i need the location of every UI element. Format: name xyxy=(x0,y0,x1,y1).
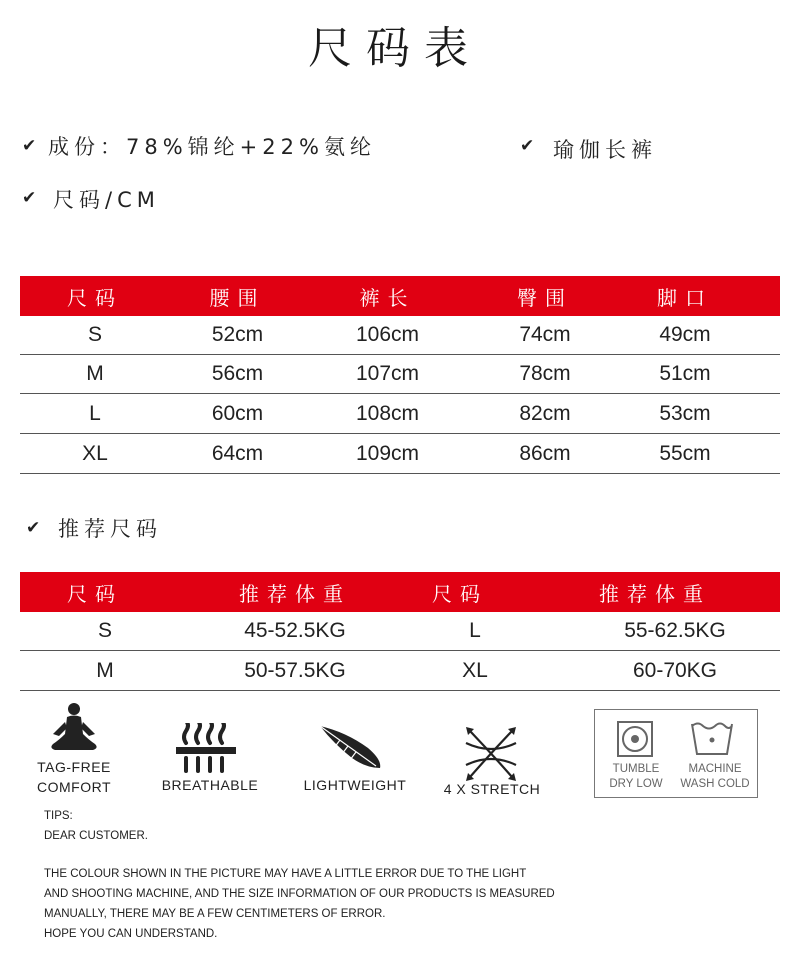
tips-line: THE COLOUR SHOWN IN THE PICTURE MAY HAVE A LITTLE ERROR DUE TO THE LIGHT xyxy=(44,868,527,880)
stretch-label: 4 X STRETCH xyxy=(443,781,541,797)
header-size: 尺码 xyxy=(432,581,488,606)
yoga-pose-icon xyxy=(45,700,103,756)
cell-hip: 78cm xyxy=(519,362,571,385)
cell-hip: 86cm xyxy=(519,441,571,465)
cell-length: 108cm xyxy=(355,401,420,425)
header-size: 尺码 xyxy=(67,285,123,310)
tumble-label xyxy=(597,762,675,792)
material-spec: 成份：78%锦纶+22%氨纶 xyxy=(48,135,376,159)
cell-hem: 55cm xyxy=(659,441,711,465)
weight-table-header xyxy=(20,572,780,612)
checkmark-icon: ✔ xyxy=(22,188,37,208)
table-row xyxy=(20,434,780,474)
tips-line: AND SHOOTING MACHINE, AND THE SIZE INFORMATION OF OUR PRODUCTS IS MEASURED xyxy=(44,888,555,900)
size-table-header xyxy=(20,276,780,316)
header-length: 裤长 xyxy=(359,285,416,310)
tumble-dry-icon xyxy=(615,720,657,760)
cell-hip: 74cm xyxy=(519,323,571,346)
header-size: 尺码 xyxy=(67,581,123,606)
tips-line: MANUALLY, THERE MAY BE A FEW CENTIMETERS OF ERROR. xyxy=(44,908,386,920)
cell-size: S xyxy=(97,619,112,642)
cell-waist: 64cm xyxy=(211,441,264,465)
recommend-heading: 推荐尺码 xyxy=(58,517,162,541)
table-row xyxy=(20,651,780,691)
product-name: 瑜伽长裤 xyxy=(553,138,657,162)
cell-weight: 50-57.5KG xyxy=(244,658,346,682)
table-row xyxy=(20,316,780,355)
cell-size: L xyxy=(469,619,481,642)
tagfree-line2: COMFORT xyxy=(36,779,111,795)
cell-hip: 82cm xyxy=(519,401,571,425)
tumble-line2: DRY LOW xyxy=(609,778,663,790)
cell-waist: 60cm xyxy=(211,401,264,425)
machine-line2: WASH COLD xyxy=(680,778,750,790)
cell-waist: 56cm xyxy=(211,362,264,385)
cell-size: L xyxy=(89,401,101,425)
tumble-line1: TUMBLE xyxy=(612,763,660,775)
machine-label xyxy=(675,762,755,792)
cell-weight: 45-52.5KG xyxy=(244,619,346,642)
header-hem: 脚口 xyxy=(657,285,713,310)
tagfree-label xyxy=(24,757,124,797)
cell-length: 109cm xyxy=(355,441,420,465)
checkmark-icon: ✔ xyxy=(520,136,535,156)
cell-weight: 60-70KG xyxy=(632,658,718,682)
header-hip: 臀围 xyxy=(517,285,573,310)
care-instructions xyxy=(594,709,758,798)
header-waist: 腰围 xyxy=(209,285,266,310)
cell-hem: 49cm xyxy=(659,323,711,346)
tagfree-line1: TAG-FREE xyxy=(37,759,111,775)
lightweight-label: LIGHTWEIGHT xyxy=(303,777,407,793)
cell-size: M xyxy=(86,362,104,385)
breathable-icon xyxy=(172,723,240,775)
feather-icon xyxy=(316,722,386,772)
cell-length: 106cm xyxy=(355,323,420,346)
cell-size: XL xyxy=(82,441,108,465)
cell-size: S xyxy=(87,323,102,346)
cell-hem: 53cm xyxy=(659,401,711,425)
unit-label: 尺码/CM xyxy=(53,188,160,212)
checkmark-icon: ✔ xyxy=(26,518,41,538)
tips-line: HOPE YOU CAN UNDERSTAND. xyxy=(44,928,218,940)
checkmark-icon: ✔ xyxy=(22,136,37,156)
machine-wash-icon xyxy=(689,718,735,760)
cell-weight: 55-62.5KG xyxy=(624,619,726,642)
cell-size: M xyxy=(96,658,114,682)
breathable-label: BREATHABLE xyxy=(161,777,259,793)
header-weight: 推荐体重 xyxy=(599,581,711,606)
page-title: 尺码表 xyxy=(308,23,482,74)
cell-waist: 52cm xyxy=(211,323,264,346)
header-weight: 推荐体重 xyxy=(239,581,351,606)
machine-line1: MACHINE xyxy=(688,763,742,775)
tips-greeting: DEAR CUSTOMER. xyxy=(44,830,148,842)
cell-hem: 51cm xyxy=(659,362,711,385)
table-row xyxy=(20,394,780,434)
tips-heading: TIPS: xyxy=(44,810,73,822)
cell-size: XL xyxy=(462,658,488,682)
table-row xyxy=(20,612,780,651)
cell-length: 107cm xyxy=(355,362,420,385)
table-row xyxy=(20,355,780,394)
stretch-icon xyxy=(460,725,522,783)
